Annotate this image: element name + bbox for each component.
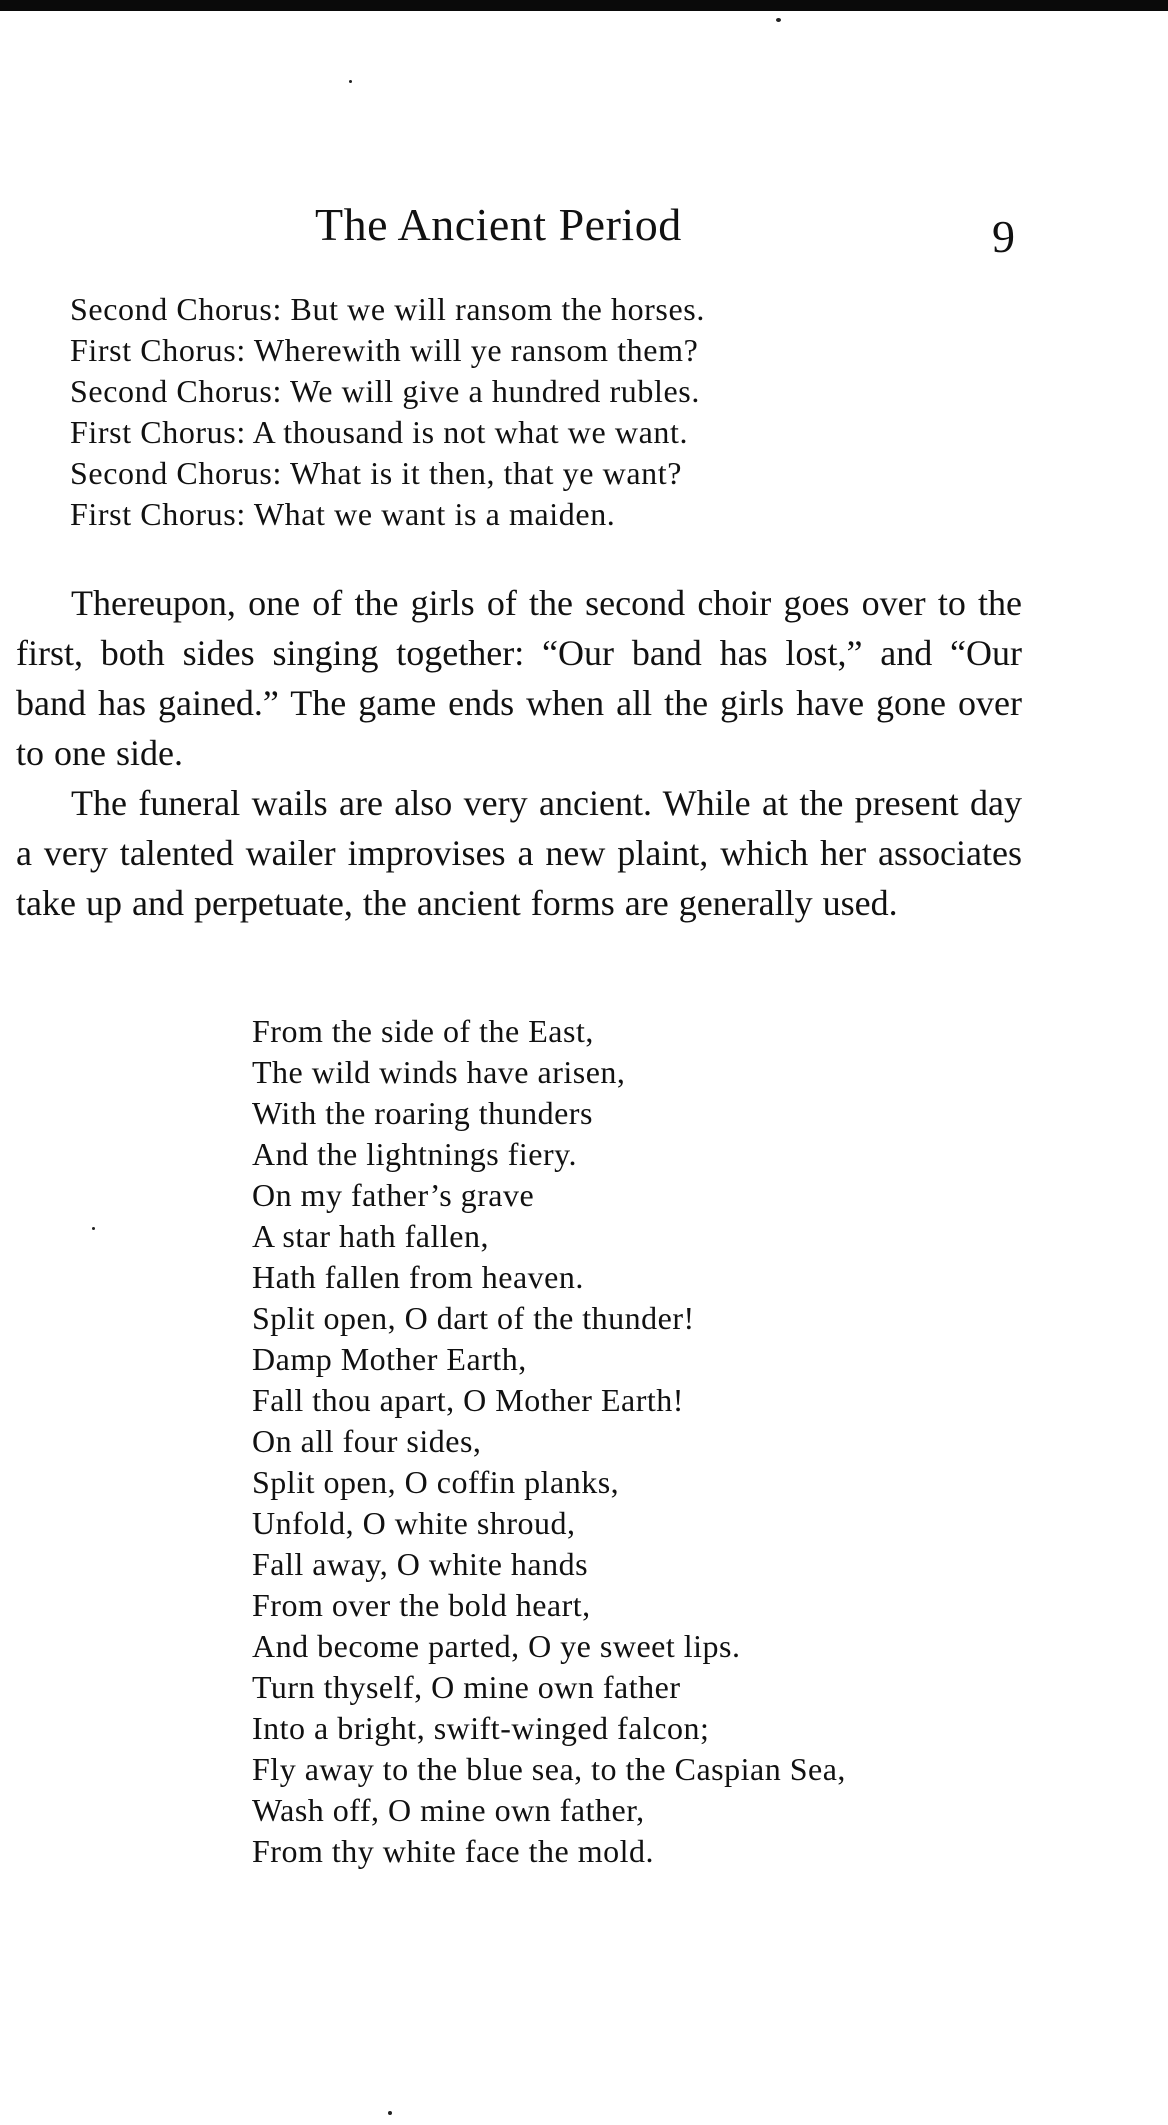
paragraph: Thereupon, one of the girls of the second choir goes over to the first, both sides singing together: “Our band has lost,” and “Our band has gained.” The game ends when all the girls have gone over to one side. <box>16 583 1022 773</box>
scan-speck <box>349 80 352 83</box>
poem-line: Unfold, O white shroud, <box>252 1505 576 1541</box>
dialogue-line: First Chorus: A thousand is not what we want. <box>70 414 689 450</box>
scan-speck <box>388 2111 392 2115</box>
paragraph: The funeral wails are also very ancient. While at the present day a very talented wailer improvises a new plaint, which her associates take up and perpetuate, the ancient forms are generally used. <box>16 783 1022 923</box>
poem-line: Fall away, O white hands <box>252 1546 589 1582</box>
dialogue-line: Second Chorus: We will give a hundred rubles. <box>70 373 700 409</box>
poem-line: On all four sides, <box>252 1423 482 1459</box>
poem-line: From thy white face the mold. <box>252 1833 654 1869</box>
poem-line: Fly away to the blue sea, to the Caspian Sea, <box>252 1751 846 1787</box>
poem-line: The wild winds have arisen, <box>252 1054 626 1090</box>
poem-line: Split open, O dart of the thunder! <box>252 1300 695 1336</box>
poem-line: From the side of the East, <box>252 1013 594 1049</box>
poem-line: With the roaring thunders <box>252 1095 593 1131</box>
poem-line: And the lightnings fiery. <box>252 1136 578 1172</box>
poem-line: Fall thou apart, O Mother Earth! <box>252 1382 684 1418</box>
page-header <box>0 198 1168 262</box>
poem-line: Turn thyself, O mine own father <box>252 1669 681 1705</box>
body-text <box>16 578 1022 928</box>
poem-line: Into a bright, swift-winged falcon; <box>252 1710 710 1746</box>
dialogue-line: Second Chorus: What is it then, that ye want? <box>70 455 683 491</box>
poem-line: And become parted, O ye sweet lips. <box>252 1628 741 1664</box>
poem-line: Split open, O coffin planks, <box>252 1464 620 1500</box>
funeral-wail-poem <box>252 1011 1052 1872</box>
scan-speck <box>92 1227 95 1230</box>
dialogue-line: Second Chorus: But we will ransom the horses. <box>70 291 705 327</box>
dialogue-line: First Chorus: Wherewith will ye ransom them? <box>70 332 699 368</box>
scan-speck <box>776 18 781 22</box>
running-title: The Ancient Period <box>315 199 682 250</box>
dialogue-line: First Chorus: What we want is a maiden. <box>70 496 616 532</box>
poem-line: A star hath fallen, <box>252 1218 489 1254</box>
page-number: 9 <box>992 211 1015 262</box>
poem-line: Wash off, O mine own father, <box>252 1792 645 1828</box>
poem-line: On my father’s grave <box>252 1177 535 1213</box>
poem-line: Hath fallen from heaven. <box>252 1259 584 1295</box>
scan-top-edge <box>0 0 1168 11</box>
poem-line: Damp Mother Earth, <box>252 1341 527 1377</box>
poem-line: From over the bold heart, <box>252 1587 591 1623</box>
chorus-dialogue <box>70 289 970 535</box>
